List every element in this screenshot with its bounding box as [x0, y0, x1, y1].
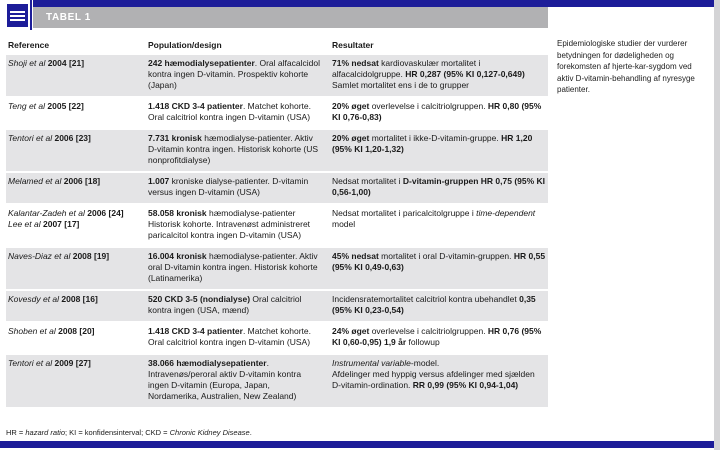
- table-row: [6, 98, 548, 128]
- table-row: [6, 323, 548, 353]
- table-header-row: [6, 40, 548, 55]
- reference-cell: Melamed et al 2006 [18]: [8, 176, 101, 186]
- page-edge-strip: [714, 0, 720, 450]
- table-icon: [7, 4, 28, 27]
- reference-cell: Kalantar-Zadeh et al 2006 [24] Lee et al 2007 [17]: [8, 208, 124, 229]
- table-row: [6, 355, 548, 407]
- table-row: [6, 205, 548, 246]
- bottom-navy-bar: [0, 441, 714, 448]
- results-cell: Nedsat mortalitet i D-vitamin-gruppen HR 0,75 (95% KI 0,56-1,00): [332, 176, 546, 197]
- population-cell: 1.007 kroniske dialyse-patienter. D-vitamin versus ingen D-vitamin (USA): [148, 176, 309, 197]
- column-header-population: Population/design: [148, 40, 222, 50]
- results-cell: 45% nedsat mortalitet i oral D-vitamin-gruppen. HR 0,55 (95% KI 0,49-0,63): [332, 251, 546, 272]
- population-cell: 520 CKD 3-5 (nondialyse) Oral calcitriol kontra ingen (USA, mænd): [148, 294, 302, 315]
- margin-note: Epidemiologiske studier der vurderer betydningen for dødeligheden og forekomsten af hjerte-kar-sygdom ved aktiv D-vitamin-behandling af nyresyge patienter.: [557, 39, 695, 94]
- reference-cell: Shoji et al 2004 [21]: [8, 58, 85, 68]
- results-cell: Nedsat mortalitet i paricalcitolgruppe i time-dependent model: [332, 208, 536, 229]
- reference-cell: Teng et al 2005 [22]: [8, 101, 84, 111]
- population-cell: 58.058 kronisk hæmodialyse-patienter Historisk kohorte. Intravenøst administreret paricalcitol kontra ingen D-vitamin (USA): [148, 208, 311, 240]
- reference-cell: Shoben et al 2008 [20]: [8, 326, 95, 336]
- column-header-resultater: Resultater: [332, 40, 374, 50]
- population-cell: 1.418 CKD 3-4 patienter. Matchet kohorte. Oral calcitriol kontra ingen D-vitamin (USA): [148, 101, 311, 122]
- table-row: [6, 55, 548, 96]
- population-cell: 7.731 kronisk hæmodialyse-patienter. Aktiv D-vitamin kontra ingen. Historisk kohorte (US nonprofitdialyse): [148, 133, 319, 165]
- results-cell: 20% øget mortalitet i ikke-D-vitamin-gruppe. HR 1,20 (95% KI 1,20-1,32): [332, 133, 533, 154]
- population-cell: 16.004 kronisk hæmodialyse-patienter. Aktiv oral D-vitamin kontra ingen. Historisk kohorte (Latinamerika): [148, 251, 318, 283]
- population-cell: 242 hæmodialysepatienter. Oral alfacalcidol kontra ingen D-vitamin. Prospektiv kohorte (Japan): [148, 58, 320, 90]
- results-cell: 20% øget overlevelse i calcitriolgruppen. HR 0,80 (95% KI 0,76-0,83): [332, 101, 542, 122]
- results-cell: 24% øget overlevelse i calcitriolgruppen. HR 0,76 (95% KI 0,60-0,95) 1,9 år followup: [332, 326, 542, 347]
- results-cell: 71% nedsat kardiovaskulær mortalitet i alfacalcidolgruppe. HR 0,287 (95% KI 0,127-0,649) Samlet mortalitet ens i de to grupper: [332, 58, 525, 90]
- reference-cell: Kovesdy et al 2008 [16]: [8, 294, 98, 304]
- table-row: [6, 248, 548, 289]
- results-cell: Incidensratemortalitet calcitriol kontra ubehandlet 0,35 (95% KI 0,23-0,54): [332, 294, 536, 315]
- table-row: [6, 130, 548, 171]
- table-body: [6, 55, 548, 407]
- studies-table: [6, 40, 548, 409]
- column-header-reference: Reference: [8, 40, 50, 50]
- table-footnote: HR = hazard ratio; KI = konfidensinterval; CKD = Chronic Kidney Disease.: [6, 428, 252, 437]
- population-cell: 1.418 CKD 3-4 patienter. Matchet kohorte. Oral calcitriol kontra ingen D-vitamin (USA): [148, 326, 311, 347]
- header-divider-line: [30, 0, 32, 30]
- top-navy-bar: [33, 0, 714, 7]
- table-banner: TABEL 1: [33, 7, 548, 28]
- results-cell: Instrumental variable-model. Afdelinger med hyppig versus afdelinger med sjælden D-vitamin-ordination. RR 0,99 (95% KI 0,94-1,04): [332, 358, 535, 390]
- reference-cell: Naves-Diaz et al 2008 [19]: [8, 251, 110, 261]
- population-cell: 38.066 hæmodialysepatienter. Intravenøs/peroral aktiv D-vitamin kontra ingen D-vitamin (Europa, Japan, Nordamerika, Australien, New Zealand): [148, 358, 302, 401]
- table-row: [6, 173, 548, 203]
- table-row: [6, 291, 548, 321]
- reference-cell: Tentori et al 2006 [23]: [8, 133, 91, 143]
- reference-cell: Tentori et al 2009 [27]: [8, 358, 91, 368]
